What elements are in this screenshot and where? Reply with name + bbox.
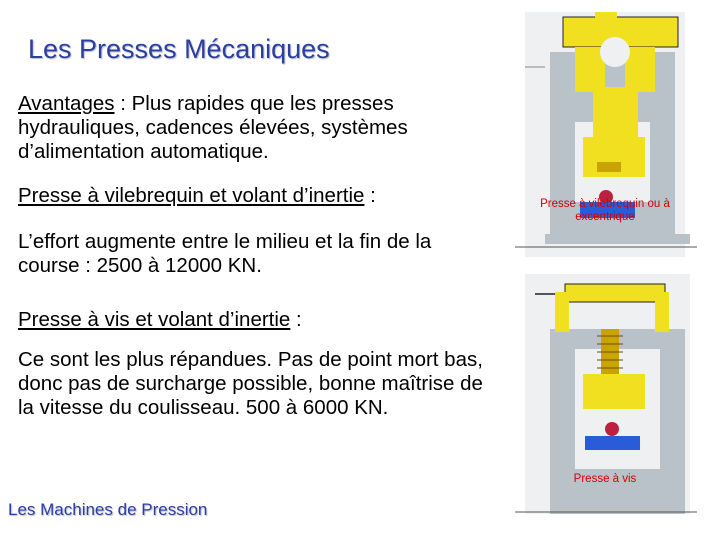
vis-heading-suffix: : [290,308,302,331]
vilebrequin-heading-suffix: : [364,184,376,207]
vilebrequin-heading: Presse à vilebrequin et volant d’inertie [18,184,365,207]
avantages-text: : Plus rapides que les presses hydrauliques, cadences élevées, systèmes d’alimentation automatique. [18,92,408,163]
screw-workpiece [605,422,619,436]
avantages-paragraph [18,92,498,164]
screw-ram [583,374,645,409]
crank-press-caption: Presse à vilebrequin ou à excentrique [540,198,670,223]
screw-die-block [585,436,640,450]
avantages-label: Avantages [18,92,115,115]
vis-heading: Presse à vis et volant d’inertie [18,308,291,331]
vis-heading-line [18,308,498,332]
vis-text: Ce sont les plus répandues. Pas de point mort bas, donc pas de surcharge possible, bonne maîtrise de la vitesse du coulisseau. 500 à 6000 KN. [18,348,483,419]
screw-press-illustration [505,274,705,530]
screw-press-caption: Presse à vis [573,473,637,485]
vilebrequin-heading-line [18,184,498,208]
screw-flywheel [565,284,665,302]
footer-text: Les Machines de Pression [8,500,208,519]
crank-press-illustration [505,12,705,274]
slide-title: Les Presses Mécaniques [28,34,330,64]
vilebrequin-text: L’effort augmente entre le milieu et la fin de la course : 2500 à 12000 KN. [18,230,432,277]
crank-connecting-rod [593,87,638,142]
